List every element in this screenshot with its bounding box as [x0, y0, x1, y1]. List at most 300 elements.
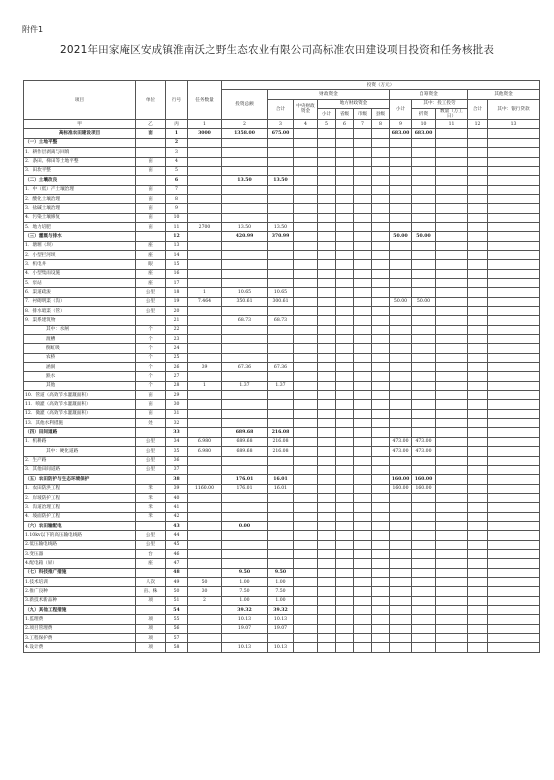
self-subtotal	[390, 531, 412, 540]
task-quantity	[188, 353, 222, 362]
self-subtotal	[390, 166, 412, 175]
county	[372, 391, 390, 400]
table-row	[24, 260, 540, 269]
self-labor-value	[412, 335, 436, 344]
other-subtotal	[468, 456, 488, 465]
fiscal-subtotal	[268, 344, 294, 353]
central-fiscal	[294, 325, 318, 334]
self-labor-quantity	[436, 512, 468, 521]
fiscal-subtotal	[268, 391, 294, 400]
self-labor-quantity	[436, 549, 468, 558]
self-labor-quantity	[436, 437, 468, 446]
provincial	[336, 521, 354, 530]
self-labor-value	[412, 194, 436, 203]
row-number: 24	[166, 344, 188, 353]
self-labor-quantity	[436, 465, 468, 474]
central-fiscal	[294, 232, 318, 241]
unit	[136, 316, 166, 325]
county	[372, 568, 390, 577]
central-fiscal	[294, 503, 318, 512]
column-number: 2	[222, 120, 268, 129]
self-labor-value	[412, 391, 436, 400]
self-labor-quantity	[436, 325, 468, 334]
self-subtotal	[390, 465, 412, 474]
table-row	[24, 335, 540, 344]
local-subtotal	[318, 297, 336, 306]
header-city: 市级	[354, 109, 372, 120]
fiscal-subtotal	[268, 157, 294, 166]
bank-loan	[488, 316, 540, 325]
fiscal-subtotal	[268, 269, 294, 278]
self-labor-quantity	[436, 316, 468, 325]
county	[372, 409, 390, 418]
table-row	[24, 269, 540, 278]
self-subtotal	[390, 587, 412, 596]
row-number: 9	[166, 204, 188, 213]
column-number: 9	[390, 120, 412, 129]
row-number: 40	[166, 493, 188, 502]
provincial	[336, 624, 354, 633]
self-labor-quantity	[436, 250, 468, 259]
county	[372, 484, 390, 493]
fiscal-subtotal	[268, 372, 294, 381]
other-subtotal	[468, 391, 488, 400]
self-labor-quantity	[436, 288, 468, 297]
county	[372, 353, 390, 362]
fiscal-subtotal	[268, 419, 294, 428]
unit: 公里	[136, 307, 166, 316]
table-row	[24, 456, 540, 465]
provincial	[336, 269, 354, 278]
local-subtotal	[318, 475, 336, 484]
city	[354, 204, 372, 213]
task-quantity	[188, 643, 222, 652]
city	[354, 559, 372, 568]
item-name: 其中：水闸	[24, 325, 136, 334]
county	[372, 503, 390, 512]
fiscal-subtotal	[268, 531, 294, 540]
self-labor-quantity	[436, 363, 468, 372]
other-subtotal	[468, 213, 488, 222]
city	[354, 400, 372, 409]
county	[372, 549, 390, 558]
central-fiscal	[294, 643, 318, 652]
fiscal-subtotal: 300.61	[268, 297, 294, 306]
self-labor-quantity	[436, 391, 468, 400]
unit: 公里	[136, 288, 166, 297]
self-labor-value	[412, 568, 436, 577]
central-fiscal	[294, 568, 318, 577]
local-subtotal	[318, 288, 336, 297]
local-subtotal	[318, 428, 336, 437]
task-quantity	[188, 419, 222, 428]
table-row	[24, 493, 540, 502]
local-subtotal	[318, 166, 336, 175]
task-quantity	[188, 325, 222, 334]
other-subtotal	[468, 241, 488, 250]
local-subtotal	[318, 335, 336, 344]
provincial	[336, 335, 354, 344]
provincial	[336, 222, 354, 231]
self-subtotal	[390, 138, 412, 147]
task-quantity	[188, 344, 222, 353]
self-subtotal	[390, 391, 412, 400]
county	[372, 260, 390, 269]
unit: 亩	[136, 391, 166, 400]
local-subtotal	[318, 232, 336, 241]
item-name: 渡槽	[24, 335, 136, 344]
self-labor-value	[412, 587, 436, 596]
total-investment: 689.68	[222, 447, 268, 456]
self-subtotal	[390, 409, 412, 418]
city	[354, 344, 372, 353]
city	[354, 493, 372, 502]
other-subtotal	[468, 475, 488, 484]
central-fiscal	[294, 316, 318, 325]
local-subtotal	[318, 204, 336, 213]
local-subtotal	[318, 260, 336, 269]
self-labor-quantity	[436, 634, 468, 643]
item-name: 2．小型拦河坝	[24, 250, 136, 259]
self-subtotal	[390, 363, 412, 372]
city	[354, 624, 372, 633]
central-fiscal	[294, 428, 318, 437]
city	[354, 278, 372, 287]
self-labor-quantity	[436, 297, 468, 306]
provincial	[336, 409, 354, 418]
self-subtotal	[390, 643, 412, 652]
fiscal-subtotal	[268, 260, 294, 269]
task-quantity	[188, 615, 222, 624]
total-investment	[222, 531, 268, 540]
central-fiscal	[294, 447, 318, 456]
fiscal-subtotal	[268, 204, 294, 213]
self-labor-quantity	[436, 615, 468, 624]
row-number: 29	[166, 391, 188, 400]
other-subtotal	[468, 568, 488, 577]
provincial	[336, 596, 354, 605]
item-name: 1．耕作层剥离与回填	[24, 148, 136, 157]
table-row	[24, 297, 540, 306]
task-quantity: 1	[188, 288, 222, 297]
other-subtotal	[468, 549, 488, 558]
fiscal-subtotal	[268, 456, 294, 465]
unit	[136, 138, 166, 147]
self-subtotal	[390, 512, 412, 521]
local-subtotal	[318, 512, 336, 521]
row-number: 12	[166, 232, 188, 241]
city	[354, 288, 372, 297]
item-name: 3．其他田间道路	[24, 465, 136, 474]
local-subtotal	[318, 577, 336, 586]
fiscal-subtotal	[268, 148, 294, 157]
city	[354, 269, 372, 278]
other-subtotal	[468, 204, 488, 213]
item-name: 12．微灌（高效节水灌溉面积）	[24, 409, 136, 418]
city	[354, 409, 372, 418]
self-labor-value	[412, 325, 436, 334]
task-quantity	[188, 568, 222, 577]
self-subtotal	[390, 428, 412, 437]
county	[372, 166, 390, 175]
total-investment: 7.50	[222, 587, 268, 596]
item-name: 11．喷灌（高效节水灌溉面积）	[24, 400, 136, 409]
header-provincial: 省级	[336, 109, 354, 120]
item-name: （一）土地平整	[24, 138, 136, 147]
total-investment	[222, 634, 268, 643]
column-number: 4	[294, 120, 318, 129]
local-subtotal	[318, 503, 336, 512]
provincial	[336, 278, 354, 287]
other-subtotal	[468, 512, 488, 521]
county	[372, 419, 390, 428]
row-number: 34	[166, 437, 188, 446]
item-name: 4．小型集雨设施	[24, 269, 136, 278]
self-subtotal	[390, 606, 412, 615]
header-local-subtotal: 小计	[318, 109, 336, 120]
self-labor-quantity	[436, 606, 468, 615]
row-number: 30	[166, 400, 188, 409]
other-subtotal	[468, 157, 488, 166]
task-quantity	[188, 232, 222, 241]
row-number: 57	[166, 634, 188, 643]
self-subtotal	[390, 316, 412, 325]
row-number: 28	[166, 381, 188, 390]
unit: 米	[136, 493, 166, 502]
self-labor-quantity	[436, 568, 468, 577]
self-labor-value	[412, 185, 436, 194]
local-subtotal	[318, 148, 336, 157]
self-subtotal	[390, 260, 412, 269]
column-number: 丙	[166, 120, 188, 129]
task-quantity	[188, 278, 222, 287]
self-subtotal	[390, 568, 412, 577]
fiscal-subtotal	[268, 400, 294, 409]
bank-loan	[488, 475, 540, 484]
row-number: 13	[166, 241, 188, 250]
self-labor-value: 473.00	[412, 437, 436, 446]
local-subtotal	[318, 363, 336, 372]
investment-table	[23, 80, 540, 653]
task-quantity: 2	[188, 596, 222, 605]
table-row	[24, 484, 540, 493]
other-subtotal	[468, 503, 488, 512]
county	[372, 288, 390, 297]
local-subtotal	[318, 615, 336, 624]
provincial	[336, 260, 354, 269]
table-row	[24, 606, 540, 615]
self-subtotal	[390, 148, 412, 157]
self-labor-value	[412, 222, 436, 231]
item-name: 2．生产路	[24, 456, 136, 465]
local-subtotal	[318, 568, 336, 577]
self-subtotal	[390, 634, 412, 643]
city	[354, 606, 372, 615]
task-quantity	[188, 260, 222, 269]
unit: 亩	[136, 409, 166, 418]
bank-loan	[488, 222, 540, 231]
city	[354, 540, 372, 549]
column-number: 6	[336, 120, 354, 129]
task-quantity	[188, 372, 222, 381]
other-subtotal	[468, 540, 488, 549]
bank-loan	[488, 409, 540, 418]
self-labor-value	[412, 260, 436, 269]
bank-loan	[488, 372, 540, 381]
fiscal-subtotal	[268, 549, 294, 558]
bank-loan	[488, 634, 540, 643]
bank-loan	[488, 400, 540, 409]
provincial	[336, 549, 354, 558]
self-subtotal	[390, 185, 412, 194]
table-row	[24, 400, 540, 409]
row-number: 3	[166, 148, 188, 157]
central-fiscal	[294, 166, 318, 175]
item-name: 1.监理费	[24, 615, 136, 624]
central-fiscal	[294, 531, 318, 540]
unit: 项	[136, 624, 166, 633]
self-labor-value: 50.00	[412, 297, 436, 306]
local-subtotal	[318, 129, 336, 138]
task-quantity	[188, 624, 222, 633]
self-labor-value	[412, 549, 436, 558]
provincial	[336, 363, 354, 372]
table-row	[24, 381, 540, 390]
county	[372, 344, 390, 353]
self-subtotal	[390, 241, 412, 250]
self-subtotal	[390, 624, 412, 633]
unit: 个	[136, 344, 166, 353]
city	[354, 577, 372, 586]
item-name: 10．管道（高效节水灌溉面积）	[24, 391, 136, 400]
other-subtotal	[468, 447, 488, 456]
provincial	[336, 241, 354, 250]
other-subtotal	[468, 138, 488, 147]
central-fiscal	[294, 381, 318, 390]
task-quantity	[188, 148, 222, 157]
row-number: 21	[166, 316, 188, 325]
provincial	[336, 213, 354, 222]
header-task-amount: 任务数量	[188, 81, 222, 120]
bank-loan	[488, 241, 540, 250]
bank-loan	[488, 596, 540, 605]
local-subtotal	[318, 559, 336, 568]
self-labor-quantity	[436, 428, 468, 437]
task-quantity	[188, 465, 222, 474]
provincial	[336, 325, 354, 334]
self-subtotal	[390, 521, 412, 530]
bank-loan	[488, 185, 540, 194]
unit: 项	[136, 634, 166, 643]
city	[354, 549, 372, 558]
table-row	[24, 288, 540, 297]
fiscal-subtotal: 68.73	[268, 316, 294, 325]
item-name: 2．条田、梯田等土地平整	[24, 157, 136, 166]
row-number: 46	[166, 549, 188, 558]
unit	[136, 428, 166, 437]
bank-loan	[488, 176, 540, 185]
row-number: 5	[166, 166, 188, 175]
self-labor-quantity	[436, 222, 468, 231]
local-subtotal	[318, 138, 336, 147]
header-unit: 单位	[136, 81, 166, 120]
task-quantity: 1	[188, 381, 222, 390]
item-name: 3．机电井	[24, 260, 136, 269]
self-subtotal	[390, 503, 412, 512]
self-subtotal	[390, 540, 412, 549]
table-row	[24, 559, 540, 568]
self-subtotal	[390, 577, 412, 586]
county	[372, 157, 390, 166]
city	[354, 381, 372, 390]
row-number: 14	[166, 250, 188, 259]
self-labor-quantity	[436, 138, 468, 147]
unit: 亩	[136, 185, 166, 194]
fiscal-subtotal	[268, 213, 294, 222]
bank-loan	[488, 204, 540, 213]
total-investment	[222, 559, 268, 568]
item-name: 1.技术培训	[24, 577, 136, 586]
central-fiscal	[294, 484, 318, 493]
provincial	[336, 559, 354, 568]
bank-loan	[488, 325, 540, 334]
unit: 台	[136, 549, 166, 558]
item-name: 高标准农田建设项目	[24, 129, 136, 138]
central-fiscal	[294, 260, 318, 269]
local-subtotal	[318, 606, 336, 615]
header-total-investment: 投资总额	[222, 90, 268, 120]
task-quantity: 50	[188, 577, 222, 586]
row-number: 33	[166, 428, 188, 437]
county	[372, 213, 390, 222]
row-number: 26	[166, 363, 188, 372]
county	[372, 624, 390, 633]
total-investment	[222, 260, 268, 269]
local-subtotal	[318, 241, 336, 250]
city	[354, 503, 372, 512]
bank-loan	[488, 335, 540, 344]
provincial	[336, 157, 354, 166]
city	[354, 353, 372, 362]
self-subtotal	[390, 549, 412, 558]
table-row	[24, 503, 540, 512]
city	[354, 568, 372, 577]
fiscal-subtotal: 216.08	[268, 428, 294, 437]
local-subtotal	[318, 381, 336, 390]
table-row	[24, 307, 540, 316]
self-labor-value	[412, 157, 436, 166]
total-investment	[222, 307, 268, 316]
other-subtotal	[468, 325, 488, 334]
item-name: 4．污染土壤修复	[24, 213, 136, 222]
item-name: 9．渠系建筑物	[24, 316, 136, 325]
table-row	[24, 138, 540, 147]
table-row	[24, 232, 540, 241]
task-quantity	[188, 250, 222, 259]
header-local-fiscal: 地方财政资金	[318, 99, 390, 108]
fiscal-subtotal: 7.50	[268, 587, 294, 596]
fiscal-subtotal: 370.99	[268, 232, 294, 241]
local-subtotal	[318, 269, 336, 278]
city	[354, 596, 372, 605]
self-labor-quantity	[436, 400, 468, 409]
row-number: 25	[166, 353, 188, 362]
header-investment: 投资（万元）	[222, 81, 540, 90]
table-row	[24, 531, 540, 540]
county	[372, 381, 390, 390]
county	[372, 587, 390, 596]
item-name: 6．渠道疏浚	[24, 288, 136, 297]
